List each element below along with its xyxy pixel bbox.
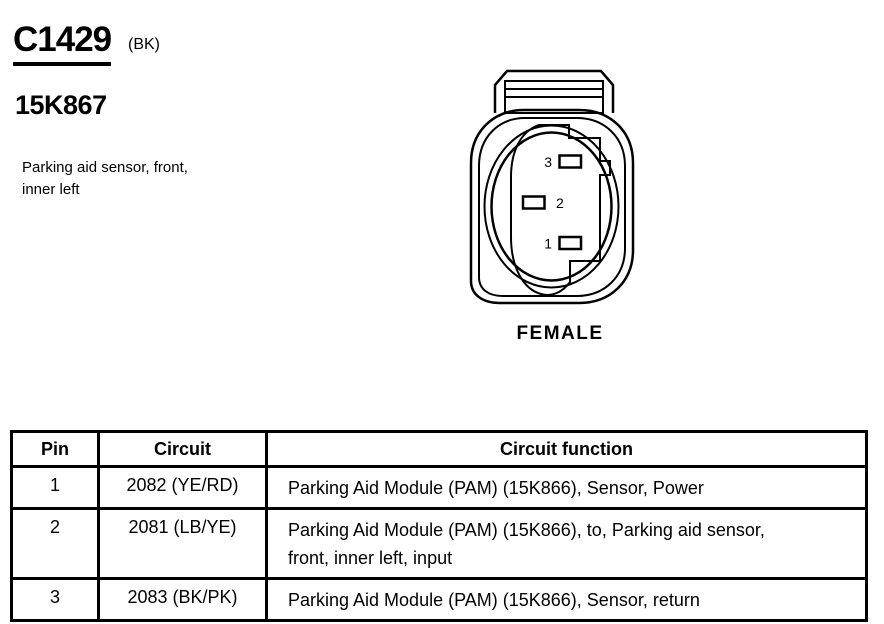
function-cell: [267, 508, 867, 578]
table-row-pin-3: [12, 578, 867, 620]
gender-label: FEMALE: [516, 323, 604, 344]
pin-2-label: 2: [556, 195, 564, 211]
column-header-pin: Pin: [12, 432, 99, 467]
pin-3-label: 3: [544, 154, 552, 170]
connector-id: C1429: [13, 22, 111, 66]
function-text: Parking Aid Module (PAM) (15K866), to, Parking aid sensor, front, inner left, input: [288, 519, 765, 568]
function-cell: [267, 467, 867, 509]
function-text: Parking Aid Module (PAM) (15K866), Sensor, return: [288, 589, 700, 610]
housing-outline-outer: [471, 110, 633, 303]
pin-cell: 3: [12, 578, 99, 620]
table-row-pin-2: [12, 508, 867, 578]
connector-description: Parking aid sensor, front, inner left: [22, 159, 188, 198]
connector-face-diagram: [455, 55, 665, 325]
column-header-circuit: Circuit: [99, 432, 267, 467]
function-text: Parking Aid Module (PAM) (15K866), Sensor, Power: [288, 478, 704, 498]
housing-outline-mid: [479, 118, 625, 296]
pin-cell: 2: [12, 508, 99, 578]
pin-1-label: 1: [544, 235, 552, 252]
function-cell: [267, 578, 867, 620]
pin-3-cavity: [560, 156, 582, 168]
pin-1-cavity: [560, 237, 582, 249]
seal-ring-outer: [485, 126, 619, 288]
column-header-function: Circuit function: [267, 432, 867, 467]
table-header-row: [12, 432, 867, 467]
pinout-table: [10, 430, 868, 622]
pin-cell: 1: [12, 467, 99, 509]
table-row-pin-1: [12, 467, 867, 509]
latch-tab-outline: [495, 71, 613, 113]
circuit-cell: 2083 (BK/PK): [99, 578, 267, 620]
circuit-cell: 2082 (YE/RD): [99, 467, 267, 509]
part-number: 15K867: [15, 90, 107, 120]
pin-2-cavity: [523, 197, 545, 209]
circuit-cell: 2081 (LB/YE): [99, 508, 267, 578]
connector-color-code: (BK): [128, 36, 160, 53]
